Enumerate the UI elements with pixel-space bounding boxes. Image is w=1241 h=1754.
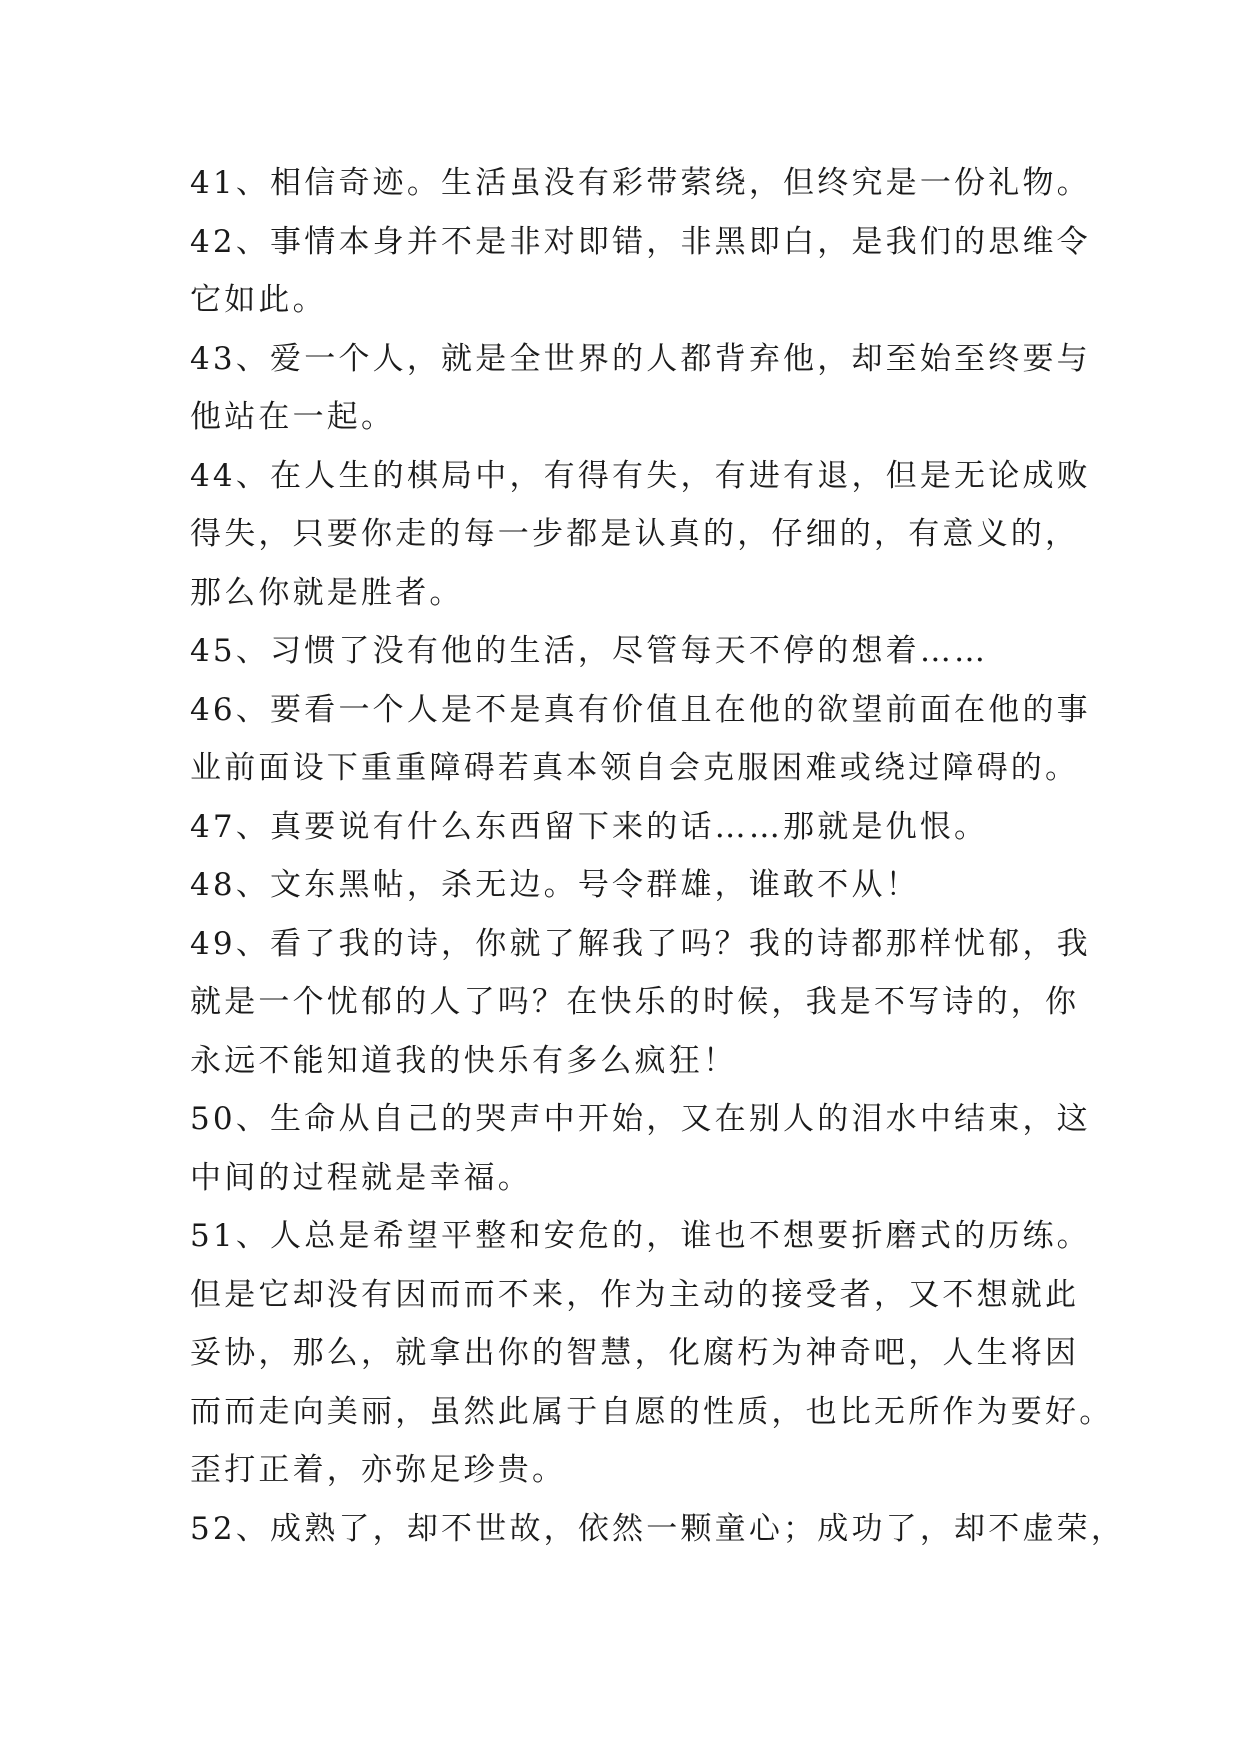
text-line: 50、生命从自己的哭声中开始，又在别人的泪水中结束，这 <box>190 1101 1091 1137</box>
text-line: 就是一个忧郁的人了吗？在快乐的时候，我是不写诗的，你 <box>190 984 1080 1020</box>
text-line: 46、要看一个人是不是真有价值且在他的欲望前面在他的事 <box>190 691 1091 728</box>
text-line: 51、人总是希望平整和安危的，谁也不想要折磨式的历练。 <box>190 1218 1091 1254</box>
text-line: 44、在人生的棋局中，有得有失，有进有退，但是无论成败 <box>190 457 1091 494</box>
text-line: 42、事情本身并不是非对即错，非黑即白，是我们的思维令 <box>190 223 1091 260</box>
text-line: 43、爱一个人，就是全世界的人都背弃他，却至始至终要与 <box>190 340 1091 377</box>
text-line: 41、相信奇迹。生活虽没有彩带萦绕，但终究是一份礼物。 <box>190 165 1091 201</box>
text-line: 45、习惯了没有他的生活，尽管每天不停的想着…… <box>190 633 989 669</box>
text-line: 48、文东黑帖，杀无边。号令群雄，谁敢不从！ <box>190 867 920 903</box>
text-line: 那么你就是胜者。 <box>190 574 464 611</box>
text-line: 妥协，那么，就拿出你的智慧，化腐朽为神奇吧，人生将因 <box>190 1335 1080 1371</box>
body-text <box>190 154 1126 1558</box>
text-line: 49、看了我的诗，你就了解我了吗？我的诗都那样忧郁，我 <box>190 925 1091 962</box>
text-line: 歪打正着，亦弥足珍贵。 <box>190 1452 567 1488</box>
text-line: 52、成熟了，却不世故，依然一颗童心；成功了，却不虚荣， <box>190 1510 1126 1547</box>
text-line: 中间的过程就是幸福。 <box>190 1159 532 1196</box>
text-line: 它如此。 <box>190 282 327 318</box>
text-line: 但是它却没有因而而不来，作为主动的接受者，又不想就此 <box>190 1276 1080 1313</box>
text-line: 而而走向美丽，虽然此属于自愿的性质，也比无所作为要好。 <box>190 1393 1114 1430</box>
text-line: 他站在一起。 <box>190 399 396 435</box>
text-line: 得失，只要你走的每一步都是认真的，仔细的，有意义的， <box>190 516 1080 552</box>
text-line: 业前面设下重重障碍若真本领自会克服困难或绕过障碍的。 <box>190 750 1080 786</box>
text-line: 永远不能知道我的快乐有多么疯狂！ <box>190 1042 738 1079</box>
text-line: 47、真要说有什么东西留下来的话……那就是仇恨。 <box>190 808 989 845</box>
